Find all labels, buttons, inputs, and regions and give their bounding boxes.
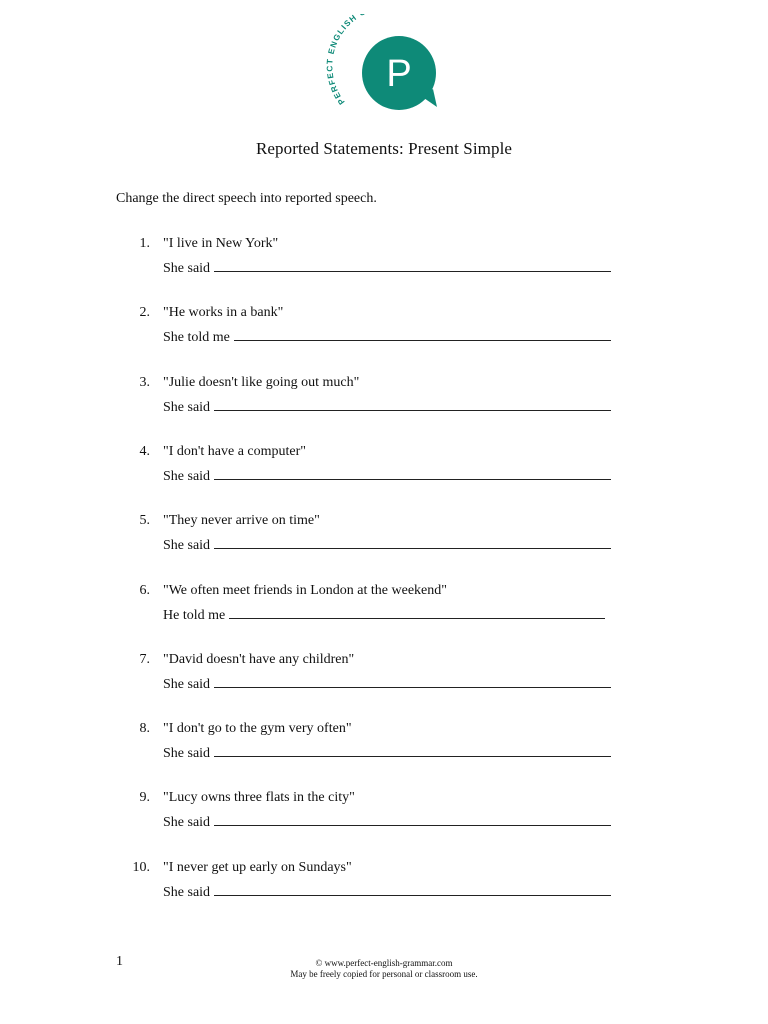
page-title: Reported Statements: Present Simple	[255, 139, 513, 158]
page-number: 1	[116, 954, 123, 969]
answer-blank[interactable]	[214, 467, 611, 480]
instruction-text: Change the direct speech into reported speech.	[116, 191, 377, 206]
direct-speech-quote: "I live in New York"	[163, 236, 279, 251]
logo-brand-text: PERFECT ENGLISH	[325, 14, 359, 107]
answer-prompt: She said	[163, 677, 211, 692]
logo-letter: P	[386, 53, 412, 95]
answer-blank[interactable]	[229, 606, 605, 619]
reported-speech-answer-line	[163, 536, 611, 554]
exercise-item	[0, 444, 768, 494]
direct-speech-quote: "Julie doesn't like going out much"	[163, 375, 360, 390]
direct-speech-quote: "I don't have a computer"	[163, 444, 307, 459]
reported-speech-answer-line	[163, 813, 611, 831]
answer-blank[interactable]	[214, 744, 611, 757]
answer-prompt: She told me	[163, 330, 230, 345]
exercise-number: 1.	[139, 236, 150, 251]
answer-prompt: She said	[163, 400, 211, 415]
answer-prompt: He told me	[163, 608, 226, 623]
reported-speech-answer-line	[163, 744, 611, 762]
exercise-number: 8.	[139, 721, 150, 736]
direct-speech-quote: "We often meet friends in London at the weekend"	[163, 583, 447, 598]
answer-blank[interactable]	[214, 813, 611, 826]
exercise-item	[0, 375, 768, 425]
direct-speech-quote: "They never arrive on time"	[163, 513, 320, 528]
exercise-number: 10.	[132, 860, 150, 875]
direct-speech-quote: "I don't go to the gym very often"	[163, 721, 352, 736]
exercise-number: 2.	[139, 305, 150, 320]
reported-speech-answer-line	[163, 398, 611, 416]
exercise-item	[0, 860, 768, 910]
exercise-item	[0, 652, 768, 702]
footer	[0, 958, 768, 980]
answer-prompt: She said	[163, 261, 211, 276]
brand-logo	[325, 14, 445, 114]
direct-speech-quote: "I never get up early on Sundays"	[163, 860, 352, 875]
answer-blank[interactable]	[214, 883, 611, 896]
exercise-number: 9.	[139, 790, 150, 805]
speech-bubble-p-logo-icon	[325, 14, 445, 114]
exercise-number: 3.	[139, 375, 150, 390]
answer-prompt: She said	[163, 746, 211, 761]
reported-speech-answer-line	[163, 606, 605, 624]
exercise-item	[0, 721, 768, 771]
reported-speech-answer-line	[163, 675, 611, 693]
answer-prompt: She said	[163, 885, 211, 900]
answer-blank[interactable]	[234, 328, 611, 341]
answer-prompt: She said	[163, 815, 211, 830]
exercise-item	[0, 790, 768, 840]
exercise-item	[0, 513, 768, 563]
answer-blank[interactable]	[214, 398, 611, 411]
exercise-number: 7.	[139, 652, 150, 667]
footer-copyright: © www.perfect-english-grammar.com	[315, 958, 453, 968]
reported-speech-answer-line	[163, 883, 611, 901]
exercise-item	[0, 236, 768, 286]
exercise-number: 5.	[139, 513, 150, 528]
answer-blank[interactable]	[214, 259, 611, 272]
reported-speech-answer-line	[163, 467, 611, 485]
exercise-item	[0, 583, 768, 633]
answer-blank[interactable]	[214, 536, 611, 549]
footer-license: May be freely copied for personal or classroom use.	[290, 969, 478, 979]
reported-speech-answer-line	[163, 328, 611, 346]
exercise-number: 6.	[139, 583, 150, 598]
direct-speech-quote: "David doesn't have any children"	[163, 652, 355, 667]
exercise-number: 4.	[139, 444, 150, 459]
direct-speech-quote: "Lucy owns three flats in the city"	[163, 790, 355, 805]
reported-speech-answer-line	[163, 259, 611, 277]
direct-speech-quote: "He works in a bank"	[163, 305, 284, 320]
answer-prompt: She said	[163, 538, 211, 553]
answer-blank[interactable]	[214, 675, 611, 688]
answer-prompt: She said	[163, 469, 211, 484]
exercise-item	[0, 305, 768, 355]
